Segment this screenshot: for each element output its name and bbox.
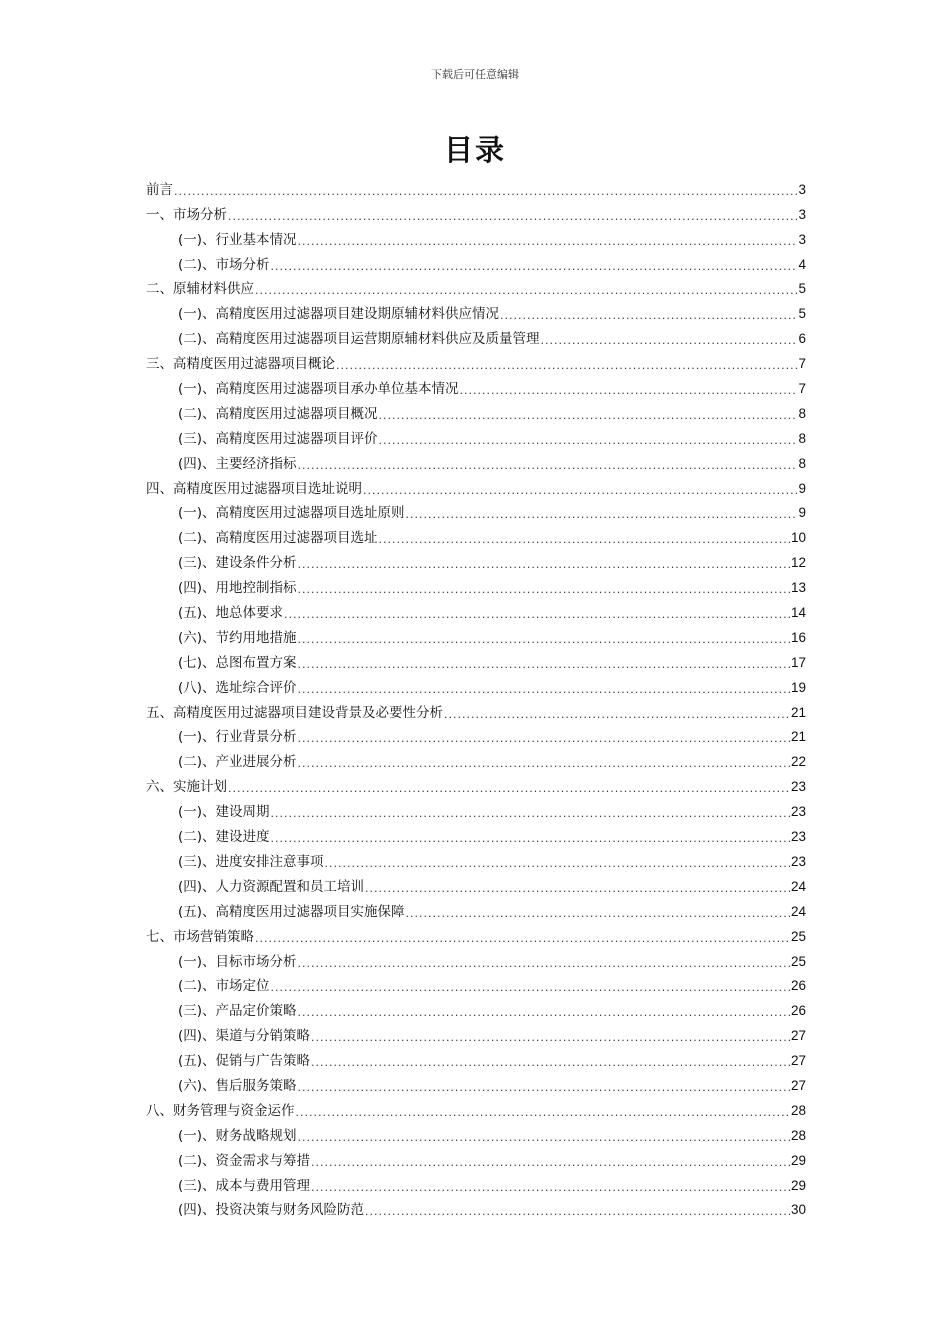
dot-leader (298, 1131, 790, 1145)
toc-entry[interactable] (146, 1120, 806, 1145)
toc-entry-title: 五、高精度医用过滤器项目建设背景及必要性分析 (146, 704, 443, 721)
dot-leader (271, 981, 790, 995)
dot-leader (298, 957, 790, 971)
dot-leader (271, 832, 790, 846)
toc-entry-title: (一)、行业背景分析 (178, 729, 297, 746)
toc-entry-title: 三、高精度医用过滤器项目概论 (146, 356, 335, 373)
toc-entry[interactable] (146, 473, 806, 498)
toc-page-number: 27 (790, 1077, 806, 1093)
toc-entry-title: (三)、高精度医用过滤器项目评价 (178, 430, 378, 447)
toc-page-number: 27 (790, 1028, 806, 1044)
toc-entry-title: 六、实施计划 (146, 779, 227, 796)
dot-leader (174, 185, 797, 199)
toc-page-number: 4 (798, 256, 806, 272)
dot-leader (298, 658, 790, 672)
toc-page-number: 21 (790, 729, 806, 745)
toc-page-number: 25 (790, 928, 806, 944)
toc-entry-title: (一)、行业基本情况 (178, 231, 297, 248)
toc-page-number: 29 (790, 1152, 806, 1168)
dot-leader (311, 1031, 790, 1045)
toc-page-number: 29 (790, 1177, 806, 1193)
page-header-note: 下载后可任意编辑 (431, 68, 519, 81)
toc-page-number: 12 (790, 555, 806, 571)
toc-entry[interactable] (146, 647, 806, 672)
toc-page-number: 30 (790, 1202, 806, 1218)
dot-leader (444, 708, 790, 722)
toc-entry-title: (二)、资金需求与筹措 (178, 1152, 311, 1169)
toc-entry[interactable] (146, 672, 806, 697)
toc-page-number: 6 (798, 331, 806, 347)
document-title: 目录 (443, 133, 506, 167)
toc-entry[interactable] (146, 348, 806, 373)
dot-leader (365, 1205, 790, 1219)
toc-entry[interactable] (146, 498, 806, 523)
toc-entry[interactable] (146, 224, 806, 249)
toc-entry-title: (二)、产业进展分析 (178, 754, 297, 771)
toc-entry[interactable] (146, 423, 806, 448)
toc-entry-title: (四)、人力资源配置和员工培训 (178, 878, 365, 895)
toc-entry-title: (八)、选址综合评价 (178, 679, 297, 696)
toc-entry[interactable] (146, 1195, 806, 1220)
toc-page-number: 17 (790, 654, 806, 670)
dot-leader (311, 1056, 790, 1070)
dot-leader (379, 533, 790, 547)
toc-entry-title: (一)、高精度医用过滤器项目建设期原辅材料供应情况 (178, 306, 500, 323)
toc-page-number: 5 (798, 306, 806, 322)
dot-leader (255, 932, 790, 946)
toc-entry[interactable] (146, 697, 806, 722)
toc-entry[interactable] (146, 796, 806, 821)
toc-entry[interactable] (146, 1070, 806, 1095)
toc-entry-title: (五)、促销与广告策略 (178, 1053, 311, 1070)
dot-leader (298, 683, 790, 697)
toc-entry-title: (一)、目标市场分析 (178, 953, 297, 970)
toc-entry[interactable] (146, 995, 806, 1020)
toc-entry-title: (二)、市场分析 (178, 256, 270, 273)
toc-page-number: 19 (790, 679, 806, 695)
toc-entry[interactable] (146, 249, 806, 274)
dot-leader (228, 782, 790, 796)
dot-leader (406, 907, 790, 921)
toc-page-number: 27 (790, 1053, 806, 1069)
toc-entry[interactable] (146, 771, 806, 796)
toc-entry[interactable] (146, 572, 806, 597)
toc-page-number: 5 (798, 281, 806, 297)
toc-entry-title: 一、市场分析 (146, 206, 227, 223)
dot-leader (298, 459, 798, 473)
dot-leader (298, 558, 790, 572)
toc-page-number: 9 (798, 480, 806, 496)
toc-entry-title: (二)、建设进度 (178, 829, 270, 846)
dot-leader (460, 384, 798, 398)
toc-entry[interactable] (146, 199, 806, 224)
dot-leader (296, 1106, 790, 1120)
toc-entry-title: 二、原辅材料供应 (146, 281, 254, 298)
toc-entry[interactable] (146, 946, 806, 971)
toc-page-number: 7 (798, 381, 806, 397)
toc-page-number: 28 (790, 1102, 806, 1118)
toc-entry-title: (五)、地总体要求 (178, 605, 284, 622)
toc-page-number: 8 (798, 455, 806, 471)
toc-page-number: 23 (790, 779, 806, 795)
dot-leader (311, 1181, 790, 1195)
toc-entry[interactable] (146, 1145, 806, 1170)
toc-page-number: 8 (798, 430, 806, 446)
toc-entry[interactable] (146, 1020, 806, 1045)
toc-entry[interactable] (146, 722, 806, 747)
toc-page-number: 23 (790, 829, 806, 845)
dot-leader (406, 508, 798, 522)
toc-entry-title: 四、高精度医用过滤器项目选址说明 (146, 480, 362, 497)
toc-entry-title: (六)、节约用地措施 (178, 629, 297, 646)
toc-entry[interactable] (146, 522, 806, 547)
toc-entry[interactable] (146, 821, 806, 846)
dot-leader (298, 633, 790, 647)
toc-entry[interactable] (146, 622, 806, 647)
dot-leader (311, 1156, 790, 1170)
toc-page-number: 8 (798, 405, 806, 421)
toc-entry[interactable] (146, 1045, 806, 1070)
toc-entry-title: (一)、高精度医用过滤器项目承办单位基本情况 (178, 381, 459, 398)
toc-entry[interactable] (146, 921, 806, 946)
toc-page-number: 24 (790, 903, 806, 919)
toc-page-number: 26 (790, 978, 806, 994)
toc-entry-title: (四)、主要经济指标 (178, 455, 297, 472)
toc-page-number: 28 (790, 1127, 806, 1143)
toc-page-number: 9 (798, 505, 806, 521)
toc-entry-title: (二)、高精度医用过滤器项目概况 (178, 405, 378, 422)
toc-entry[interactable] (146, 597, 806, 622)
toc-entry-title: (二)、高精度医用过滤器项目运营期原辅材料供应及质量管理 (178, 331, 540, 348)
toc-page-number: 14 (790, 605, 806, 621)
toc-entry-title: (三)、进度安排注意事项 (178, 853, 324, 870)
toc-entry[interactable] (146, 1170, 806, 1195)
dot-leader (298, 1006, 790, 1020)
toc-entry-title: (三)、建设条件分析 (178, 555, 297, 572)
toc-entry-title: 七、市场营销策略 (146, 928, 254, 945)
toc-entry-title: (一)、高精度医用过滤器项目选址原则 (178, 505, 405, 522)
toc-entry[interactable] (146, 174, 806, 199)
toc-entry[interactable] (146, 448, 806, 473)
dot-leader (255, 284, 797, 298)
toc-entry[interactable] (146, 846, 806, 871)
toc-entry[interactable] (146, 971, 806, 996)
dot-leader (298, 1081, 790, 1095)
toc-entry-title: (一)、建设周期 (178, 804, 270, 821)
dot-leader (298, 583, 790, 597)
dot-leader (363, 484, 797, 498)
dot-leader (298, 235, 798, 249)
toc-page-number: 3 (798, 231, 806, 247)
toc-entry-title: (三)、成本与费用管理 (178, 1177, 311, 1194)
toc-entry-title: (七)、总图布置方案 (178, 654, 297, 671)
toc-page-number: 16 (790, 629, 806, 645)
toc-entry[interactable] (146, 298, 806, 323)
toc-page-number: 21 (790, 704, 806, 720)
table-of-contents (146, 174, 806, 1219)
dot-leader (271, 807, 790, 821)
dot-leader (228, 210, 797, 224)
toc-page-number: 26 (790, 1003, 806, 1019)
dot-leader (365, 882, 790, 896)
dot-leader (336, 359, 797, 373)
toc-page-number: 10 (790, 530, 806, 546)
toc-entry-title: (二)、市场定位 (178, 978, 270, 995)
toc-entry-title: (四)、渠道与分销策略 (178, 1028, 311, 1045)
toc-entry[interactable] (146, 398, 806, 423)
toc-entry[interactable] (146, 373, 806, 398)
toc-entry[interactable] (146, 547, 806, 572)
dot-leader (379, 434, 798, 448)
dot-leader (325, 857, 790, 871)
toc-page-number: 3 (798, 206, 806, 222)
toc-entry-title: (四)、投资决策与财务风险防范 (178, 1202, 365, 1219)
toc-page-number: 13 (790, 580, 806, 596)
dot-leader (284, 608, 790, 622)
toc-entry[interactable] (146, 274, 806, 299)
dot-leader (379, 409, 798, 423)
toc-entry-title: 前言 (146, 181, 173, 198)
toc-page-number: 3 (798, 181, 806, 197)
toc-entry[interactable] (146, 896, 806, 921)
toc-page-number: 22 (790, 754, 806, 770)
toc-page-number: 24 (790, 878, 806, 894)
toc-entry[interactable] (146, 1095, 806, 1120)
toc-entry-title: (三)、产品定价策略 (178, 1003, 297, 1020)
toc-entry-title: (二)、高精度医用过滤器项目选址 (178, 530, 378, 547)
toc-entry-title: (四)、用地控制指标 (178, 580, 297, 597)
dot-leader (541, 334, 798, 348)
toc-page-number: 7 (798, 356, 806, 372)
toc-entry-title: (五)、高精度医用过滤器项目实施保障 (178, 903, 405, 920)
dot-leader (500, 309, 797, 323)
dot-leader (271, 260, 798, 274)
toc-entry-title: 八、财务管理与资金运作 (146, 1102, 295, 1119)
toc-page-number: 23 (790, 804, 806, 820)
dot-leader (298, 732, 790, 746)
toc-entry-title: (六)、售后服务策略 (178, 1077, 297, 1094)
dot-leader (298, 757, 790, 771)
toc-entry[interactable] (146, 323, 806, 348)
toc-page-number: 23 (790, 853, 806, 869)
toc-entry[interactable] (146, 871, 806, 896)
toc-entry[interactable] (146, 746, 806, 771)
toc-entry-title: (一)、财务战略规划 (178, 1127, 297, 1144)
toc-page-number: 25 (790, 953, 806, 969)
